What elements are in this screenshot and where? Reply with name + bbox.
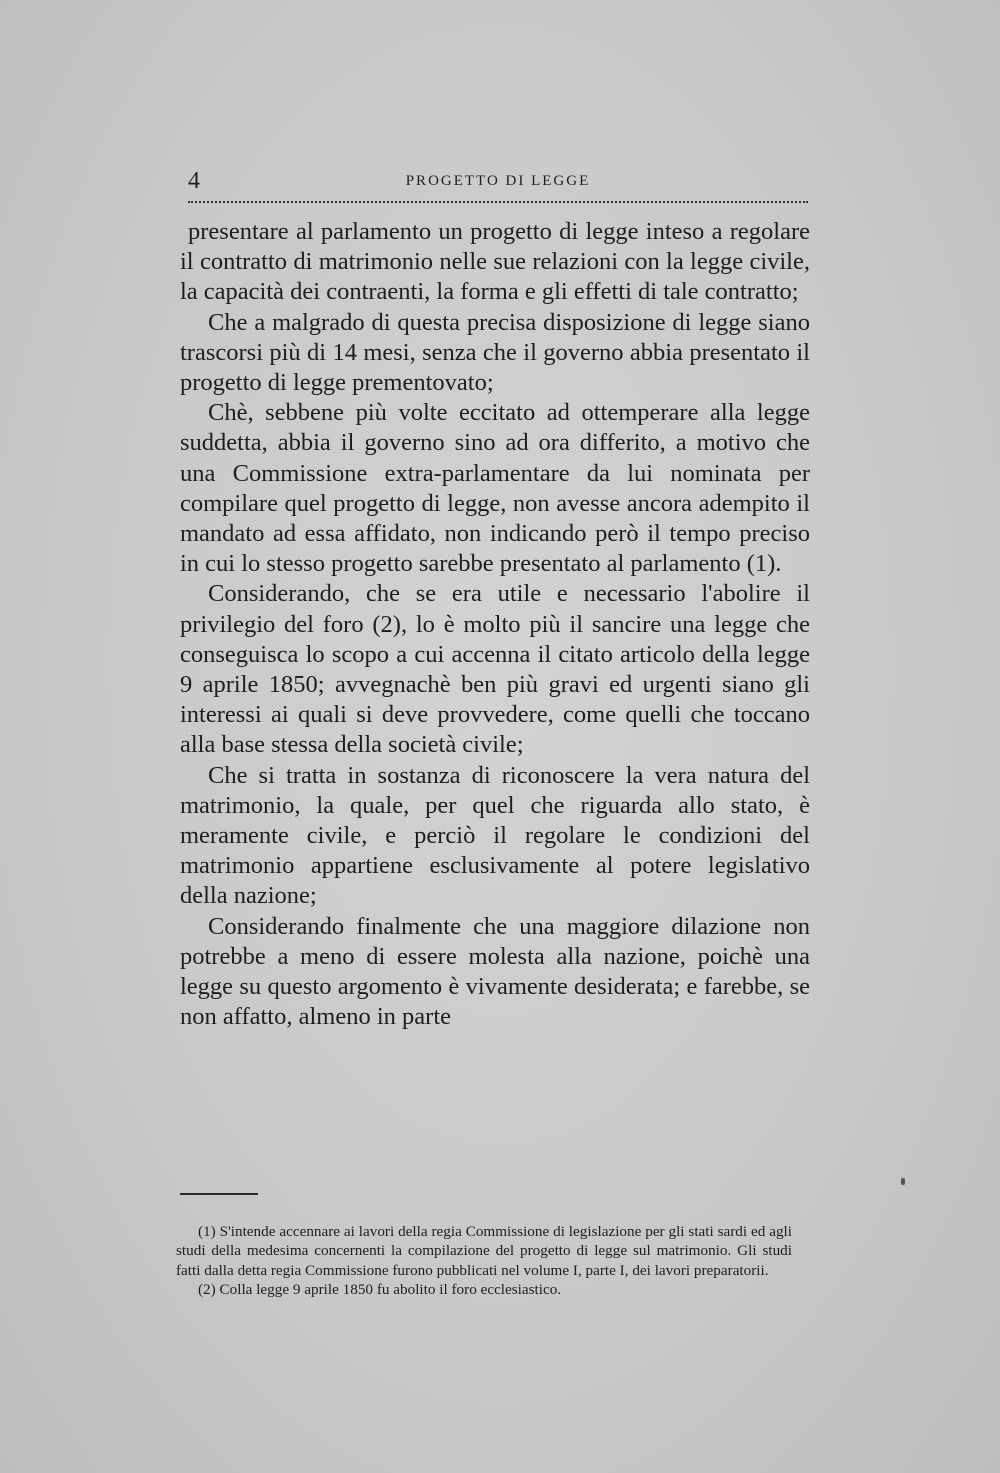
page-header: [188, 168, 808, 198]
footnotes: [176, 1222, 792, 1300]
paragraph: Considerando finalmente che una maggiore dilazione non potrebbe a meno di essere molesta alla nazione, poichè una legge su questo argomento è vivamente desiderata; e farebbe, se non affatto, almeno in parte: [180, 912, 810, 1031]
ink-speck: [901, 1178, 905, 1185]
paragraph: Che a malgrado di questa precisa disposizione di legge siano trascorsi più di 14 mesi, senza che il governo abbia presentato il progetto di legge prementovato;: [180, 308, 810, 397]
header-rule: [188, 201, 808, 203]
running-title: PROGETTO DI LEGGE: [405, 173, 591, 189]
paragraph: Che si tratta in sostanza di riconoscere la vera natura del matrimonio, la quale, per quel che riguarda allo stato, è meramente civile, e perciò il regolare le condizioni del matrimonio appartiene esclusivamente al potere legislativo della nazione;: [180, 761, 810, 910]
footnote: (2) Colla legge 9 aprile 1850 fu abolito il foro ecclesiastico.: [198, 1281, 562, 1299]
footnote: (1) S'intende accennare ai lavori della regia Commissione di legislazione per gli stati sardi ed agli studi della medesima concernenti la compilazione del progetto di legge sul matrimonio. Gli studi fatti dalla detta regia Commissione furono pubblicati nel volume I, parte I, dei lavori preparatorii.: [176, 1223, 792, 1279]
paragraph: Considerando, che se era utile e necessario l'abolire il privilegio del foro (2), lo è molto più il sancire una legge che conseguisca lo scopo a cui accenna il citato articolo della legge 9 aprile 1850; avvegnachè ben più gravi ed urgenti siano gli interessi ai quali si deve provvedere, come quelli che toccano alla base stessa della società civile;: [180, 580, 810, 759]
paragraph: presentare al parlamento un progetto di legge inteso a regolare il contratto di matrimonio nelle sue relazioni con la legge civile, la capacità dei contraenti, la forma e gli effetti di tale contratto;: [180, 218, 810, 306]
footnote-rule: [180, 1193, 258, 1195]
body-text: [180, 217, 810, 1032]
paragraph: Chè, sebbene più volte eccitato ad ottemperare alla legge suddetta, abbia il governo sino ad ora differito, a motivo che una Commissione extra-parlamentare da lui nominata per compilare quel progetto di legge, non avesse ancora adempito il mandato ad essa affidato, non indicando però il tempo preciso in cui lo stesso progetto sarebbe presentato al parlamento (1).: [180, 399, 810, 578]
page-number: 4: [188, 168, 200, 194]
